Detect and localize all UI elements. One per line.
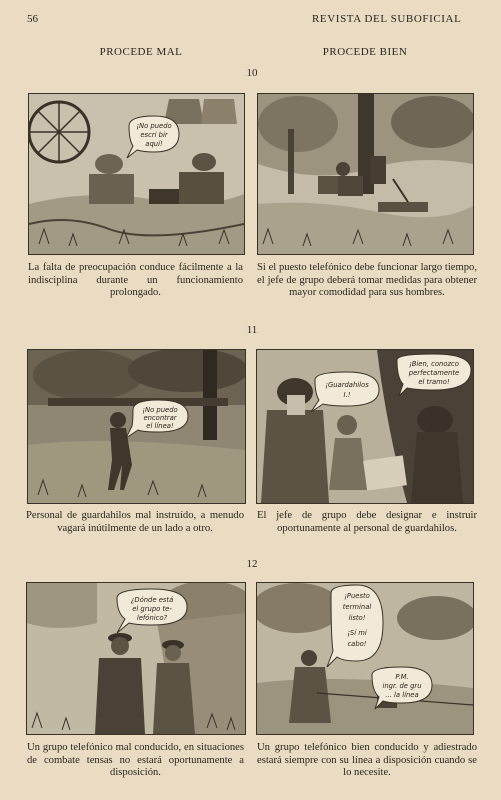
journal-title: REVISTA DEL SUBOFICIAL — [312, 13, 462, 25]
caption-good: Un grupo telefónico bien conducido y adiestrado estará siempre con su línea a disposición cuando se lo necesite. — [257, 742, 477, 779]
column-heading-good: PROCEDE BIEN — [322, 46, 408, 58]
caption-good: El jefe de grupo debe designar e instruir oportunamente al personal de guardahilos. — [257, 510, 477, 534]
speech-bubble-line: el grupo te- — [132, 605, 172, 613]
illustration-panel-bad — [27, 349, 246, 504]
speech-bubble-line: el tramo! — [418, 378, 450, 386]
speech-bubble-line: ingr. de gru — [382, 682, 422, 690]
speech-bubble-line: ¡Sí mi — [347, 629, 367, 637]
speech-bubble-line: encontrar — [143, 414, 177, 422]
illustration-panel-good — [257, 93, 474, 255]
illustration-drawing — [258, 94, 473, 254]
speech-bubble-line: ¡Bien, conozco — [409, 360, 459, 368]
section-number: 10 — [246, 67, 258, 79]
illustration-panel-bad — [28, 93, 245, 255]
speech-bubble-line: ¡Puesto — [344, 592, 370, 600]
illustration-drawing — [29, 94, 244, 254]
speech-bubble-line: terminal — [342, 603, 372, 611]
illustration-drawing — [257, 583, 473, 734]
caption-bad: Un grupo telefónico mal conducido, en situaciones de combate tensas no estará oportunamente a disposición. — [27, 742, 244, 779]
illustration-panel-bad — [26, 582, 246, 735]
speech-bubble-line: ... la línea — [385, 691, 419, 699]
speech-bubble-line: perfectamente — [408, 369, 460, 377]
caption-bad: La falta de preocupación conduce fácilmente a la indisciplina durante un funcionamiento prolongado. — [28, 262, 243, 299]
speech-bubble-line: ¡No puedo — [136, 122, 172, 130]
speech-bubble-line: aquí! — [145, 140, 163, 148]
speech-bubble-line: ¡No puedo — [142, 406, 178, 414]
speech-bubble-line: cabo! — [347, 640, 367, 648]
speech-bubble-line: el línea! — [146, 422, 174, 430]
speech-bubble-line: lefónico? — [136, 614, 168, 622]
illustration-panel-good — [256, 582, 474, 735]
illustration-drawing — [27, 583, 245, 734]
section-number: 11 — [246, 324, 258, 336]
column-heading-bad: PROCEDE MAL — [99, 46, 183, 58]
page-number: 56 — [27, 13, 38, 25]
speech-bubble-line: listo! — [348, 614, 366, 622]
section-number: 12 — [246, 558, 258, 570]
illustration-drawing — [257, 350, 473, 503]
speech-bubble-line: ¡Guardahilos — [325, 381, 369, 389]
caption-bad: Personal de guardahilos mal instruído, a menudo vagará inútilmente de un lado a otro. — [26, 510, 244, 534]
speech-bubble-line: escri bir — [140, 131, 168, 139]
speech-bubble-line: ¿Dónde está — [130, 596, 174, 604]
caption-good: Si el puesto telefónico debe funcionar largo tiempo, el jefe de grupo deberá tomar medidas para obtener mayor comodidad para sus hombres. — [257, 262, 477, 299]
illustration-panel-good — [256, 349, 474, 504]
speech-bubble-line: P.M. — [395, 673, 409, 681]
speech-bubble-line: I.! — [343, 391, 351, 399]
illustration-drawing — [28, 350, 245, 503]
